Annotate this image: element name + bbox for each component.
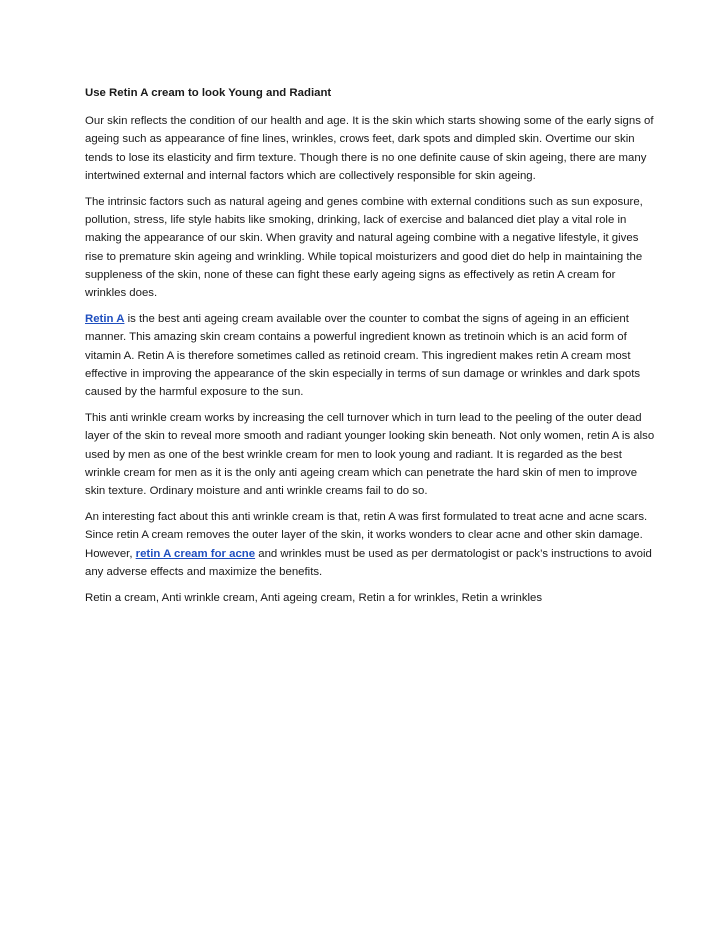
paragraph-acne-text-before: An interesting fact about this anti wrinkle cream is that, retin A was first formulated to treat acne and acne scars. Since retin A cream removes the outer layer of the skin, it works wonders to clear acne and other skin damage. However, bbox=[85, 511, 648, 560]
keywords-line: Retin a cream, Anti wrinkle cream, Anti ageing cream, Retin a for wrinkles, Retin a wrinkles bbox=[85, 592, 543, 605]
paragraph-acne bbox=[85, 508, 655, 581]
paragraph-skin-condition: Our skin reflects the condition of our health and age. It is the skin which starts showing some of the early signs of ageing such as appearance of fine lines, wrinkles, crows feet, dark spots and dimpled skin. Overtime our skin tends to lose its elasticity and firm texture. Though there is no one definite cause of skin ageing, there are many intertwined external and internal factors which are collectively responsible for skin ageing. bbox=[85, 115, 654, 182]
paragraph-intrinsic-factors: The intrinsic factors such as natural ageing and genes combine with external conditions such as sun exposure, pollution, stress, life style habits like smoking, drinking, lack of exercise and balanced diet play a vital role in making the appearance of our skin. When gravity and natural ageing combine with a negative lifestyle, it gives rise to premature skin ageing and wrinkling. While topical moisturizers and good diet do help in maintaining the suppleness of the skin, none of these can fight these early ageing signs as effectively as retin A cream for wrinkles does. bbox=[85, 196, 643, 300]
document-page bbox=[85, 84, 655, 607]
document-title: Use Retin A cream to look Young and Radiant bbox=[85, 87, 332, 99]
retin-a-link[interactable]: Retin A bbox=[85, 313, 125, 326]
paragraph-retin-a bbox=[85, 310, 655, 401]
paragraph-acne-text-after: and wrinkles must be used as per dermatologist or pack’s instructions to avoid any adverse effects and maximize the benefits. bbox=[85, 547, 652, 578]
paragraph-cell-turnover: This anti wrinkle cream works by increasing the cell turnover which in turn lead to the peeling of the outer dead layer of the skin to reveal more smooth and radiant younger looking skin beneath. Not only women, retin A is also used by men as one of the best wrinkle cream for men to look young and radiant. It is regarded as the best wrinkle cream for men as it is the only anti ageing cream which can penetrate the hard skin of men to improve skin texture. Ordinary moisture and anti wrinkle creams fail to do so. bbox=[85, 412, 655, 498]
retin-a-cream-for-acne-link[interactable]: retin A cream for acne bbox=[135, 547, 256, 560]
paragraph-retin-a-text: is the best anti ageing cream available over the counter to combat the signs of ageing in an efficient manner. This amazing skin cream contains a powerful ingredient known as tretinoin which is an acid form of vitamin A. Retin A is therefore sometimes called as retinoid cream. This ingredient makes retin A cream most effective in improving the appearance of the skin especially in terms of sun damage or wrinkles and dark spots caused by the harmful exposure to the sun. bbox=[85, 313, 641, 399]
